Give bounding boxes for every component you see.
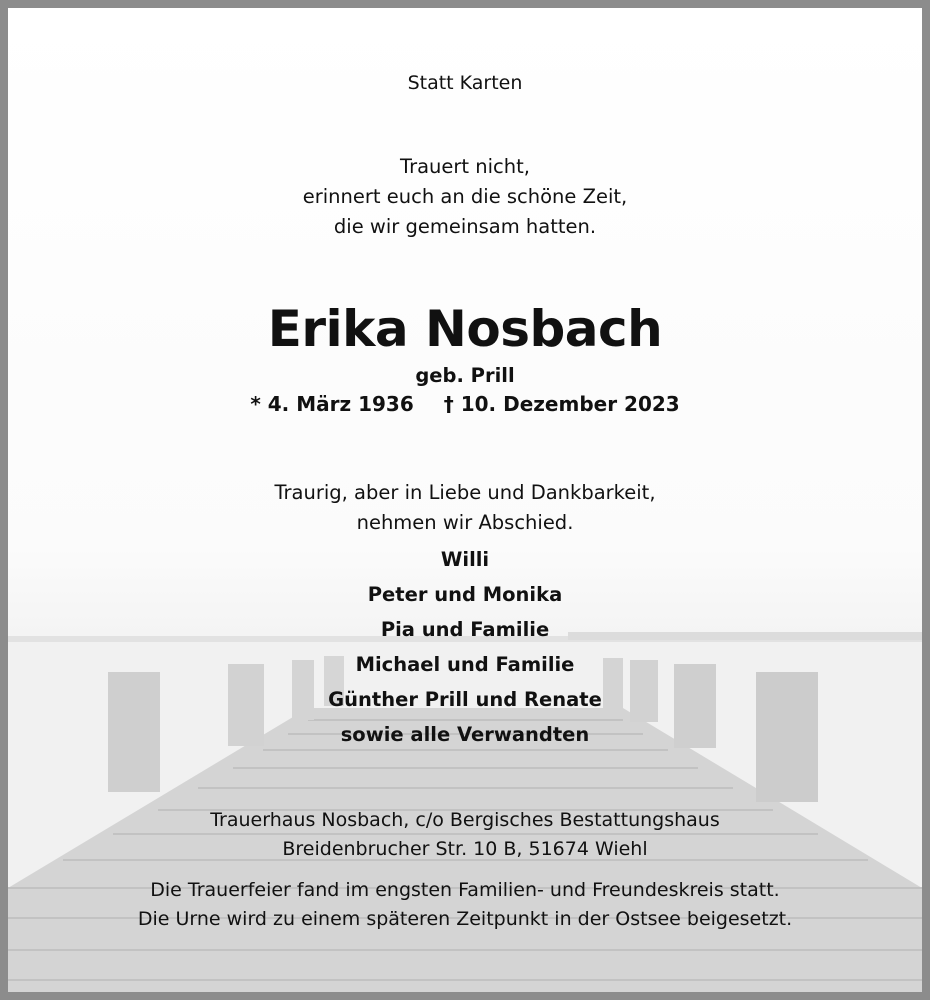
birth-name: geb. Prill xyxy=(415,364,515,387)
address-line-1: Trauerhaus Nosbach, c/o Bergisches Bestattungshaus xyxy=(210,809,720,831)
life-dates xyxy=(8,392,922,416)
deceased-name: Erika Nosbach xyxy=(267,300,663,358)
header-text: Statt Karten xyxy=(407,72,523,94)
mourner-5: Günther Prill und Renate xyxy=(328,688,602,711)
mourner-6: sowie alle Verwandten xyxy=(340,723,590,746)
notice-line-1: Die Trauerfeier fand im engsten Familien- und Freundeskreis statt. xyxy=(150,879,780,901)
farewell-line-1: Traurig, aber in Liebe und Dankbarkeit, xyxy=(274,481,656,504)
notice-line-2: Die Urne wird zu einem späteren Zeitpunkt in der Ostsee beigesetzt. xyxy=(137,908,793,930)
birth-date: * 4. März 1936 xyxy=(250,392,414,416)
farewell-line-2: nehmen wir Abschied. xyxy=(356,511,574,534)
notice-paper xyxy=(8,8,922,992)
mourner-2: Peter und Monika xyxy=(367,583,563,606)
death-date: † 10. Dezember 2023 xyxy=(443,392,680,416)
mourner-1: Willi xyxy=(440,548,490,571)
mourner-3: Pia und Familie xyxy=(380,618,550,641)
address-line-2: Breidenbrucher Str. 10 B, 51674 Wiehl xyxy=(282,838,648,860)
verse-line-3: die wir gemeinsam hatten. xyxy=(333,215,597,238)
mourner-4: Michael und Familie xyxy=(355,653,575,676)
verse-line-1: Trauert nicht, xyxy=(400,155,530,178)
verse-line-2: erinnert euch an die schöne Zeit, xyxy=(302,185,628,208)
